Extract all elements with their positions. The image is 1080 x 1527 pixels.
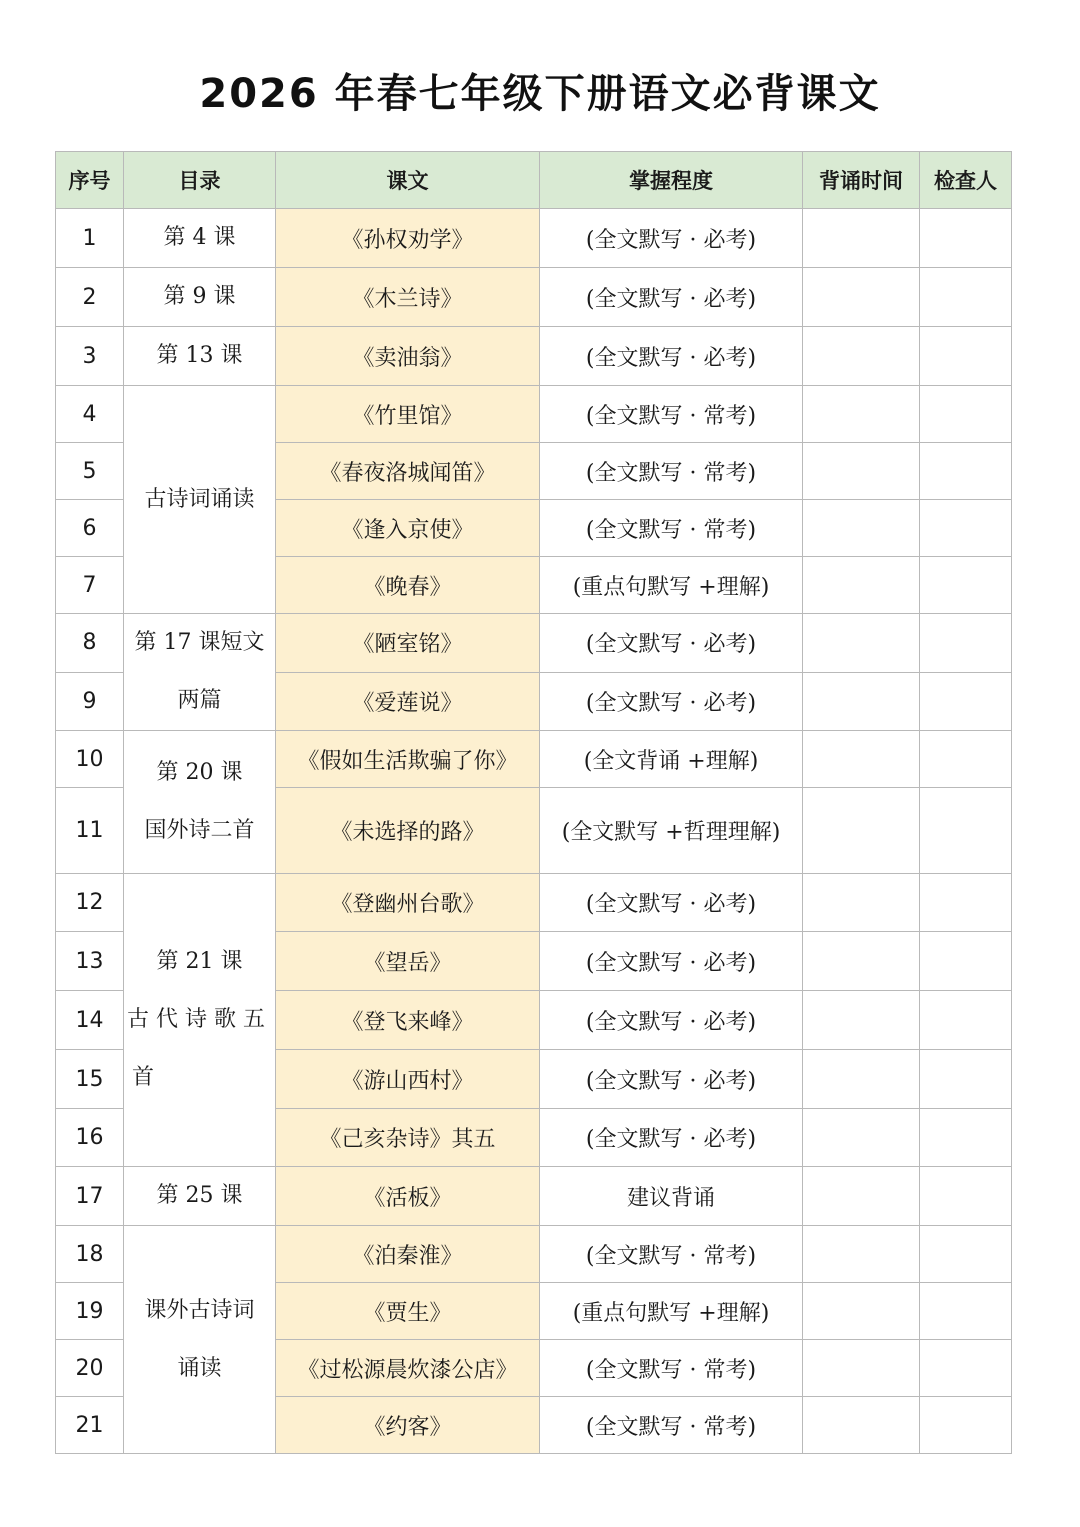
catalog-line: 首 <box>132 1065 155 1090</box>
row-number: 3 <box>56 327 124 386</box>
recitation-table <box>55 151 1012 1454</box>
mastery-cell: (全文默写 · 必考) <box>540 1109 803 1167</box>
mastery-cell: (重点句默写 +理解) <box>540 557 803 614</box>
text-cell: 《竹里馆》 <box>276 386 540 443</box>
checker-cell[interactable] <box>920 932 1012 991</box>
header-mastery: 掌握程度 <box>540 152 803 209</box>
catalog-cell <box>124 874 276 1167</box>
text-cell: 《木兰诗》 <box>276 268 540 327</box>
recite-time-cell[interactable] <box>803 1397 920 1454</box>
recite-time-cell[interactable] <box>803 557 920 614</box>
mastery-cell: (全文默写 · 必考) <box>540 932 803 991</box>
text-cell: 《泊秦淮》 <box>276 1226 540 1283</box>
checker-cell[interactable] <box>920 327 1012 386</box>
catalog-cell <box>124 614 276 731</box>
catalog-cell: 第 4 课 <box>124 209 276 268</box>
recite-time-cell[interactable] <box>803 1340 920 1397</box>
mastery-cell: (全文默写 · 必考) <box>540 614 803 673</box>
row-number: 1 <box>56 209 124 268</box>
text-cell: 《逢入京使》 <box>276 500 540 557</box>
catalog-line: 古代诗歌五 <box>126 1007 272 1032</box>
row-number: 8 <box>56 614 124 673</box>
row-number: 14 <box>56 991 124 1050</box>
row-number: 17 <box>56 1167 124 1226</box>
mastery-cell: (全文默写 · 常考) <box>540 500 803 557</box>
mastery-cell: (全文默写 · 必考) <box>540 209 803 268</box>
checker-cell[interactable] <box>920 268 1012 327</box>
row-number: 5 <box>56 443 124 500</box>
row-number: 10 <box>56 731 124 788</box>
mastery-cell: (全文默写 · 常考) <box>540 1226 803 1283</box>
catalog-cell: 第 9 课 <box>124 268 276 327</box>
catalog-line: 第 21 课 <box>156 949 243 974</box>
mastery-cell: (全文默写 · 常考) <box>540 1397 803 1454</box>
text-cell: 《晚春》 <box>276 557 540 614</box>
checker-cell[interactable] <box>920 614 1012 673</box>
text-cell: 《登幽州台歌》 <box>276 874 540 932</box>
header-recite-time: 背诵时间 <box>803 152 920 209</box>
text-cell: 《己亥杂诗》其五 <box>276 1109 540 1167</box>
checker-cell[interactable] <box>920 1109 1012 1167</box>
recite-time-cell[interactable] <box>803 932 920 991</box>
catalog-line: 第 17 课短文 <box>134 630 265 655</box>
mastery-cell: (全文默写 · 必考) <box>540 991 803 1050</box>
catalog-line: 课外古诗词 <box>144 1297 255 1323</box>
row-number: 2 <box>56 268 124 327</box>
mastery-cell: (全文默写 · 常考) <box>540 443 803 500</box>
mastery-cell: (全文默写 · 常考) <box>540 386 803 443</box>
catalog-line: 两篇 <box>177 688 222 713</box>
recite-time-cell[interactable] <box>803 1283 920 1340</box>
text-cell: 《约客》 <box>276 1397 540 1454</box>
checker-cell[interactable] <box>920 874 1012 932</box>
checker-cell[interactable] <box>920 443 1012 500</box>
text-cell: 《陋室铭》 <box>276 614 540 673</box>
table-row <box>56 1226 1012 1283</box>
checker-cell[interactable] <box>920 209 1012 268</box>
recite-time-cell[interactable] <box>803 443 920 500</box>
mastery-cell: 建议背诵 <box>540 1167 803 1226</box>
checker-cell[interactable] <box>920 1397 1012 1454</box>
row-number: 9 <box>56 672 124 731</box>
header-number: 序号 <box>56 152 124 209</box>
catalog-cell: 第 13 课 <box>124 327 276 386</box>
row-number: 13 <box>56 932 124 991</box>
table-header-row <box>56 152 1012 209</box>
recite-time-cell[interactable] <box>803 788 920 874</box>
text-cell: 《春夜洛城闻笛》 <box>276 443 540 500</box>
text-cell: 《孙权劝学》 <box>276 209 540 268</box>
catalog-cell <box>124 1226 276 1454</box>
text-cell: 《登飞来峰》 <box>276 991 540 1050</box>
text-cell: 《过松源晨炊漆公店》 <box>276 1340 540 1397</box>
row-number: 16 <box>56 1109 124 1167</box>
row-number: 12 <box>56 874 124 932</box>
recite-time-cell[interactable] <box>803 874 920 932</box>
recite-time-cell[interactable] <box>803 1050 920 1109</box>
text-cell: 《卖油翁》 <box>276 327 540 386</box>
mastery-cell: (全文默写 · 常考) <box>540 1340 803 1397</box>
checker-cell[interactable] <box>920 557 1012 614</box>
header-text: 课文 <box>276 152 540 209</box>
checker-cell[interactable] <box>920 672 1012 731</box>
recite-time-cell[interactable] <box>803 1167 920 1226</box>
mastery-cell: (全文背诵 +理解) <box>540 731 803 788</box>
catalog-line: 诵读 <box>177 1355 222 1381</box>
recite-time-cell[interactable] <box>803 500 920 557</box>
catalog-cell: 第 25 课 <box>124 1167 276 1226</box>
text-cell: 《假如生活欺骗了你》 <box>276 731 540 788</box>
checker-cell[interactable] <box>920 1283 1012 1340</box>
checker-cell[interactable] <box>920 1226 1012 1283</box>
row-number: 4 <box>56 386 124 443</box>
checker-cell[interactable] <box>920 731 1012 788</box>
table-row <box>56 874 1012 932</box>
mastery-cell: (全文默写 · 必考) <box>540 268 803 327</box>
recite-time-cell[interactable] <box>803 209 920 268</box>
recite-time-cell[interactable] <box>803 268 920 327</box>
table-row <box>56 731 1012 788</box>
table-row <box>56 268 1012 327</box>
recite-time-cell[interactable] <box>803 1109 920 1167</box>
text-cell: 《贾生》 <box>276 1283 540 1340</box>
mastery-cell: (全文默写 · 必考) <box>540 874 803 932</box>
mastery-cell: (全文默写 · 必考) <box>540 327 803 386</box>
recite-time-cell[interactable] <box>803 672 920 731</box>
row-number: 15 <box>56 1050 124 1109</box>
row-number: 21 <box>56 1397 124 1454</box>
table-row <box>56 327 1012 386</box>
checker-cell[interactable] <box>920 1050 1012 1109</box>
mastery-cell: (全文默写 · 必考) <box>540 1050 803 1109</box>
text-cell: 《望岳》 <box>276 932 540 991</box>
catalog-line: 第 20 课 <box>156 760 243 785</box>
table-row <box>56 614 1012 673</box>
header-catalog: 目录 <box>124 152 276 209</box>
row-number: 11 <box>56 788 124 874</box>
mastery-cell: (重点句默写 +理解) <box>540 1283 803 1340</box>
recite-time-cell[interactable] <box>803 386 920 443</box>
mastery-cell: (全文默写 · 必考) <box>540 672 803 731</box>
table-row <box>56 386 1012 443</box>
text-cell: 《未选择的路》 <box>276 788 540 874</box>
catalog-cell <box>124 731 276 874</box>
row-number: 19 <box>56 1283 124 1340</box>
catalog-cell: 古诗词诵读 <box>124 386 276 614</box>
checker-cell[interactable] <box>920 991 1012 1050</box>
row-number: 7 <box>56 557 124 614</box>
header-checker: 检查人 <box>920 152 1012 209</box>
table-row <box>56 209 1012 268</box>
table-row <box>56 1167 1012 1226</box>
row-number: 6 <box>56 500 124 557</box>
text-cell: 《活板》 <box>276 1167 540 1226</box>
checker-cell[interactable] <box>920 1340 1012 1397</box>
recite-time-cell[interactable] <box>803 614 920 673</box>
checker-cell[interactable] <box>920 386 1012 443</box>
recite-time-cell[interactable] <box>803 731 920 788</box>
recite-time-cell[interactable] <box>803 327 920 386</box>
text-cell: 《游山西村》 <box>276 1050 540 1109</box>
mastery-cell: (全文默写 +哲理理解) <box>540 788 803 874</box>
recite-time-cell[interactable] <box>803 991 920 1050</box>
row-number: 18 <box>56 1226 124 1283</box>
catalog-line: 国外诗二首 <box>144 818 255 843</box>
text-cell: 《爱莲说》 <box>276 672 540 731</box>
recite-time-cell[interactable] <box>803 1226 920 1283</box>
checker-cell[interactable] <box>920 1167 1012 1226</box>
checker-cell[interactable] <box>920 788 1012 874</box>
row-number: 20 <box>56 1340 124 1397</box>
page-title: 2026 年春七年级下册语文必背课文 <box>199 71 881 117</box>
checker-cell[interactable] <box>920 500 1012 557</box>
